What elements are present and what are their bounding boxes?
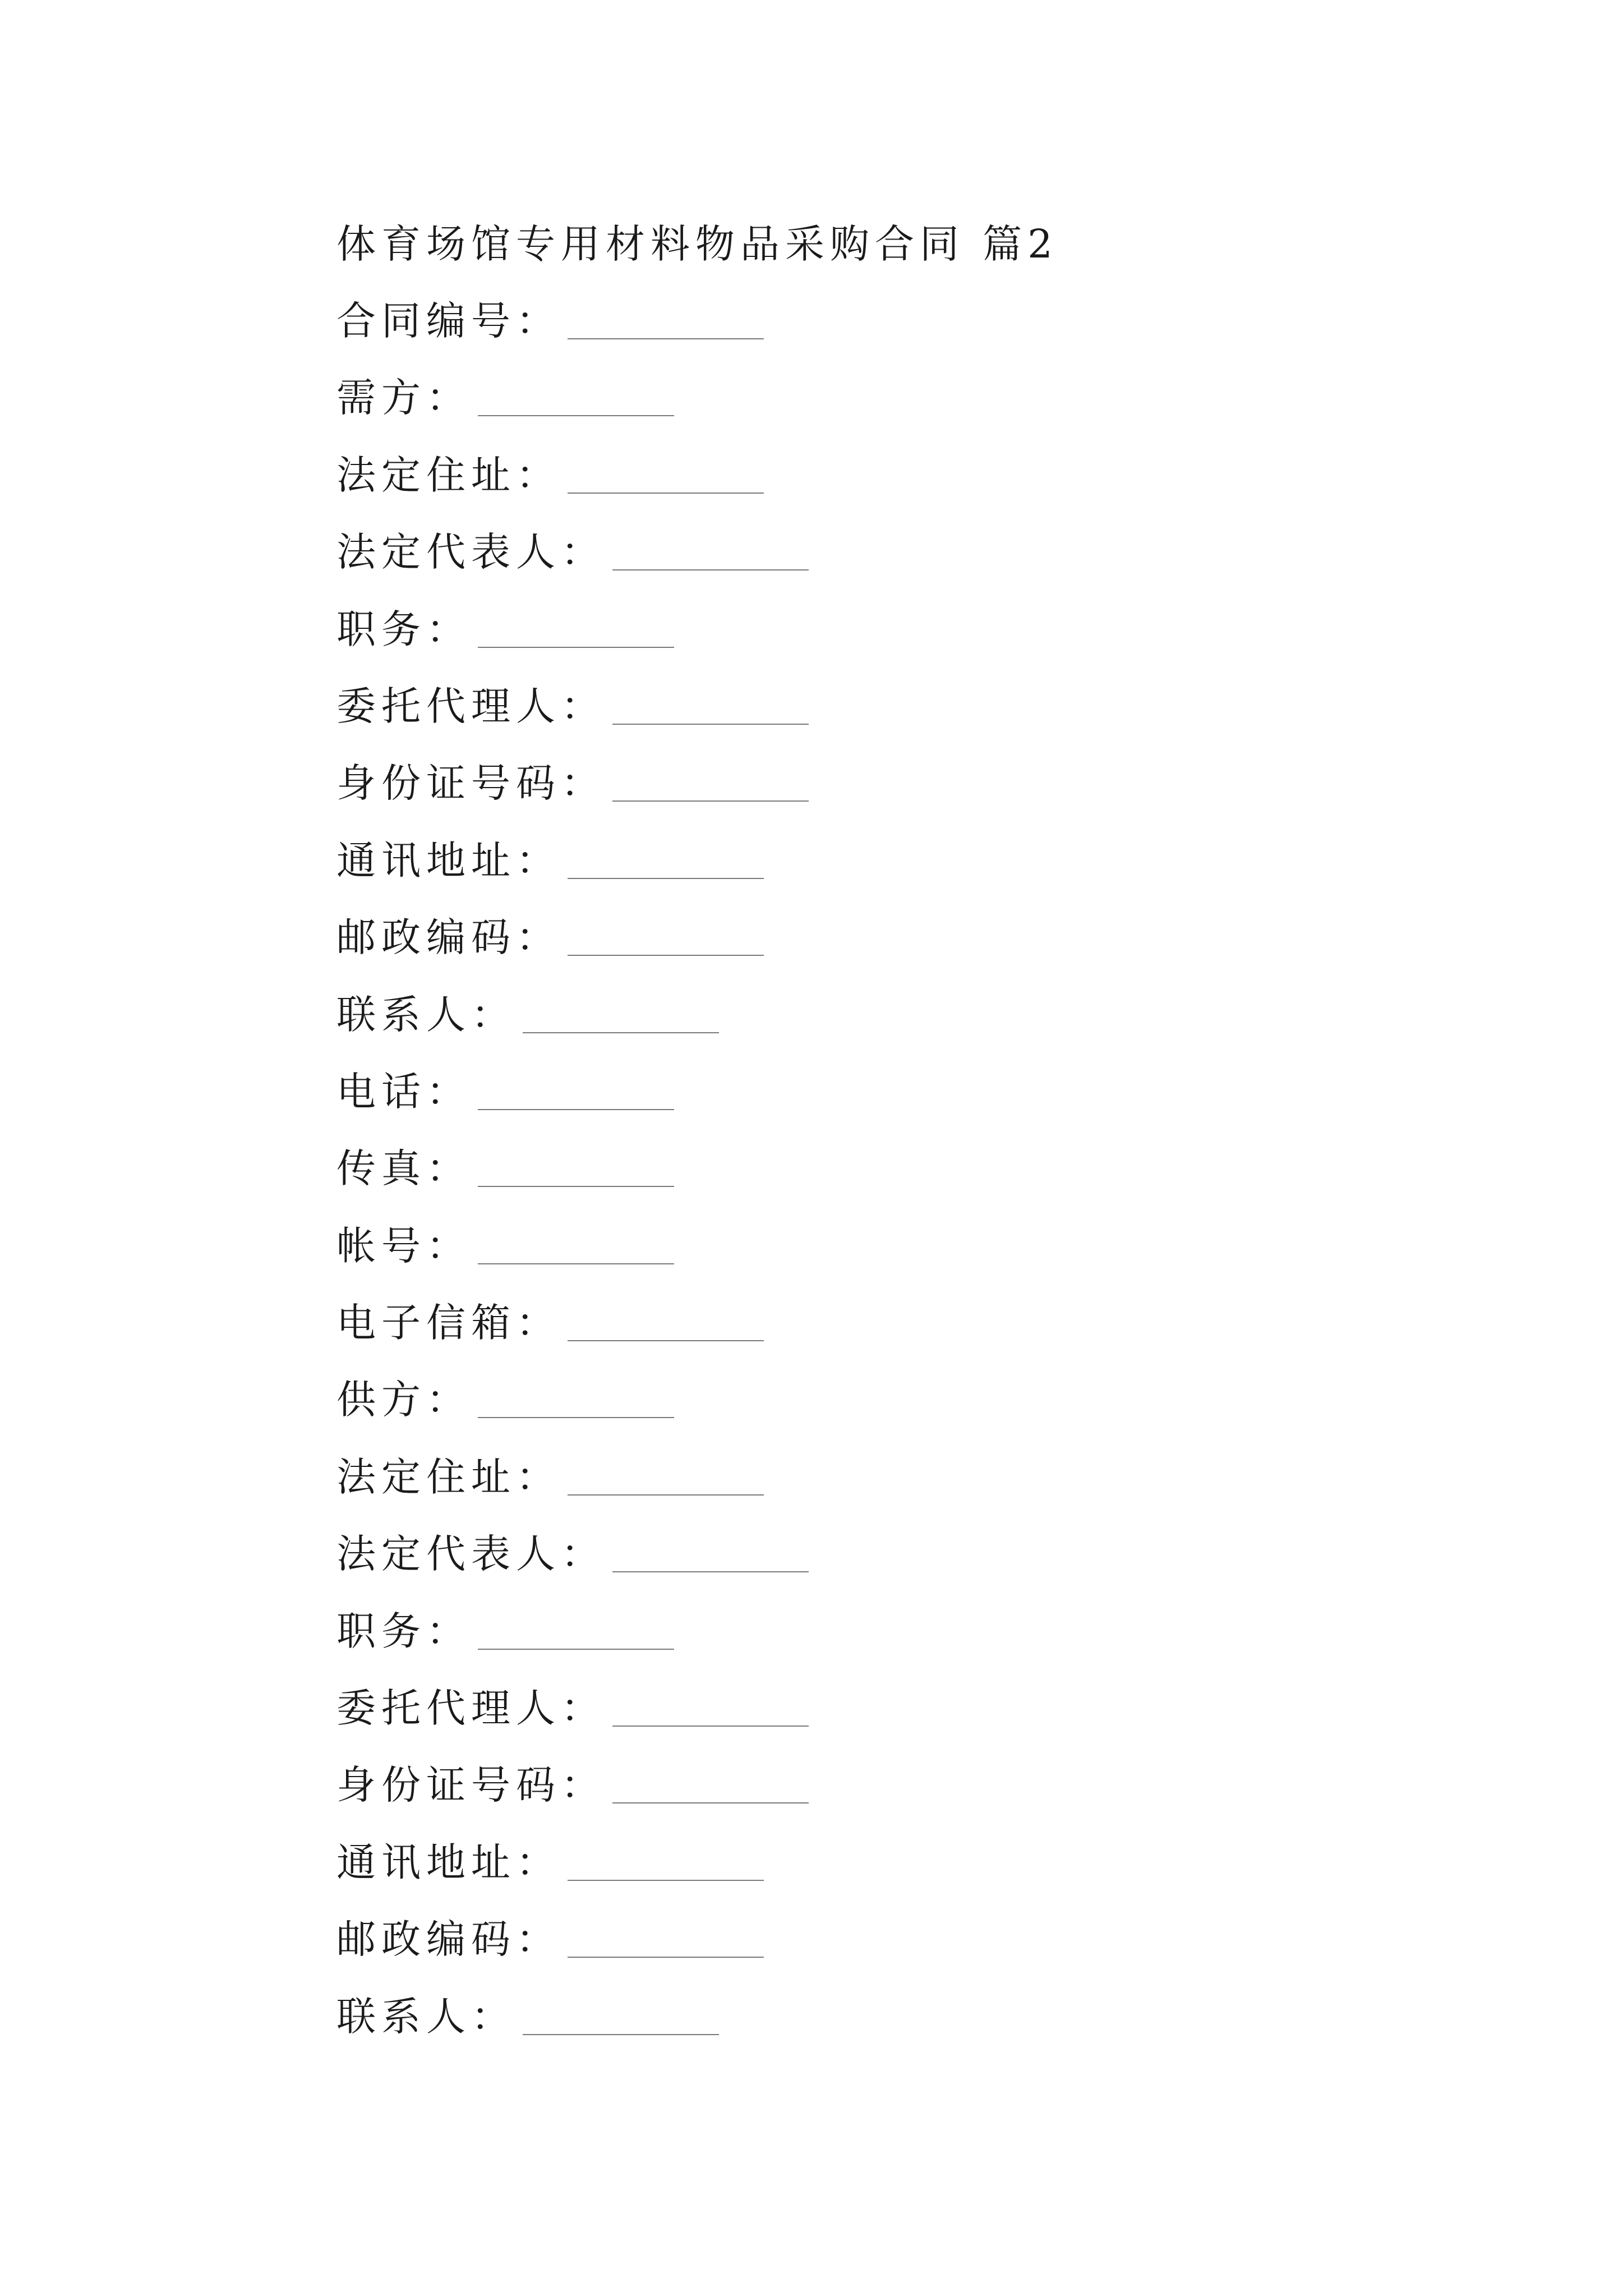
field-label: 身份证号码：	[336, 760, 606, 807]
fill-in-blank	[612, 1571, 809, 1572]
field-supplier-contact	[336, 1991, 1514, 2042]
field-supplier	[336, 1374, 1514, 1425]
field-buyer-email	[336, 1297, 1514, 1348]
field-label: 通讯地址：	[336, 837, 561, 884]
field-label: 联系人：	[336, 991, 516, 1038]
field-label: 合同编号：	[336, 298, 561, 344]
field-label: 邮政编码：	[336, 1916, 561, 1963]
field-label: 职务：	[336, 606, 471, 652]
document-title: 体育场馆专用材料物品采购合同 篇2	[336, 221, 1058, 267]
field-buyer-legal-rep	[336, 527, 1514, 577]
field-label: 法定住址：	[336, 452, 561, 498]
fill-in-blank	[612, 724, 809, 725]
field-buyer-account	[336, 1221, 1514, 1271]
fill-in-blank	[568, 955, 764, 956]
field-label: 法定代表人：	[336, 1531, 606, 1577]
field-buyer-address	[336, 450, 1514, 500]
field-label: 联系人：	[336, 1993, 516, 2040]
field-label: 帐号：	[336, 1222, 471, 1269]
fill-in-blank	[478, 1417, 674, 1418]
field-supplier-mailing-address	[336, 1837, 1514, 1888]
fill-in-blank	[568, 338, 764, 339]
field-buyer-phone	[336, 1066, 1514, 1117]
fill-in-blank	[478, 1109, 674, 1110]
field-label: 供方：	[336, 1377, 471, 1423]
field-supplier-legal-rep	[336, 1529, 1514, 1579]
field-label: 邮政编码：	[336, 914, 561, 961]
field-supplier-agent	[336, 1683, 1514, 1733]
fill-in-blank	[568, 1494, 764, 1496]
fill-in-blank	[478, 647, 674, 648]
field-buyer-fax	[336, 1143, 1514, 1194]
field-buyer-agent	[336, 681, 1514, 731]
field-label: 身份证号码：	[336, 1762, 606, 1809]
field-label: 法定代表人：	[336, 529, 606, 576]
field-label: 委托代理人：	[336, 683, 606, 729]
field-label: 需方：	[336, 375, 471, 421]
document-content	[336, 219, 1514, 2068]
fill-in-blank	[568, 493, 764, 494]
fill-in-blank	[523, 1032, 719, 1033]
fill-in-blank	[568, 1340, 764, 1341]
field-contract-number	[336, 296, 1514, 346]
fill-in-blank	[568, 1880, 764, 1881]
fill-in-blank	[523, 2034, 719, 2035]
fill-in-blank	[478, 415, 674, 416]
field-label: 法定住址：	[336, 1453, 561, 1500]
field-buyer	[336, 372, 1514, 423]
fill-in-blank	[568, 1957, 764, 1958]
field-label: 通讯地址：	[336, 1839, 561, 1885]
field-supplier-postcode	[336, 1914, 1514, 1964]
fill-in-blank	[478, 1186, 674, 1187]
fill-in-blank	[568, 878, 764, 879]
field-buyer-contact	[336, 990, 1514, 1040]
field-buyer-position	[336, 604, 1514, 655]
field-supplier-position	[336, 1606, 1514, 1657]
fill-in-blank	[478, 1263, 674, 1264]
fill-in-blank	[612, 1802, 809, 1803]
field-buyer-mailing-address	[336, 835, 1514, 886]
fill-in-blank	[612, 569, 809, 570]
fill-in-blank	[612, 1726, 809, 1727]
field-label: 职务：	[336, 1608, 471, 1654]
field-supplier-id-number	[336, 1760, 1514, 1810]
field-supplier-address	[336, 1452, 1514, 1502]
fill-in-blank	[612, 800, 809, 802]
fill-in-blank	[478, 1649, 674, 1650]
field-label: 电子信箱：	[336, 1300, 561, 1346]
field-label: 委托代理人：	[336, 1685, 606, 1732]
field-buyer-id-number	[336, 758, 1514, 808]
field-buyer-postcode	[336, 912, 1514, 963]
contract-field-list	[336, 296, 1514, 2042]
field-label: 传真：	[336, 1145, 471, 1192]
field-label: 电话：	[336, 1068, 471, 1115]
